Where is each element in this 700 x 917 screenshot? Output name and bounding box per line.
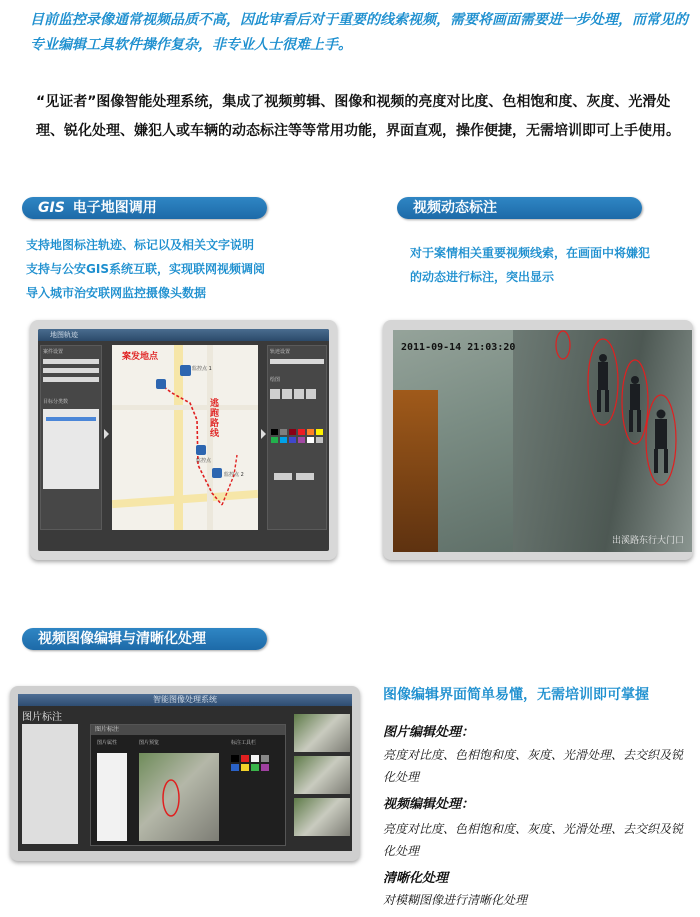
camera-icon[interactable] xyxy=(212,468,222,478)
color-swatch[interactable] xyxy=(261,764,269,771)
left-section-label-2: 目标分类数 xyxy=(43,399,69,405)
text-tool-icon[interactable] xyxy=(306,389,316,399)
editing-item-title: 清晰化处理 xyxy=(383,871,449,886)
color-swatch[interactable] xyxy=(251,755,259,762)
color-swatch[interactable] xyxy=(280,437,287,443)
image-preview[interactable] xyxy=(139,753,219,841)
camera-icon[interactable] xyxy=(180,365,191,376)
case-select[interactable] xyxy=(43,359,99,364)
point-label: 监控点 1 xyxy=(192,366,212,372)
gis-app-window xyxy=(38,329,329,551)
case-field[interactable] xyxy=(43,368,99,373)
left-section-label: 案件设置 xyxy=(43,349,64,355)
gis-window-title: 地图轨迹 xyxy=(38,329,329,341)
gis-title-prefix: GIS xyxy=(38,200,65,216)
editing-item-body: 亮度对比度、色相饱和度、灰度、光滑处理、去交织及锐化处理 xyxy=(383,822,684,858)
editing-panel-title: 图片标注 xyxy=(22,712,62,723)
video-location-text: 出溪路东行大门口 xyxy=(611,536,684,546)
properties-panel[interactable] xyxy=(97,753,127,841)
suspect-ellipse xyxy=(556,331,570,359)
editing-item-title: 视频编辑处理： xyxy=(383,797,475,812)
gis-feature-list xyxy=(26,233,356,305)
dialog-title: 图片标注 xyxy=(91,725,285,735)
video-mark-section-title: 视频动态标注 xyxy=(397,197,642,219)
editing-section-title: 视频图像编辑与清晰化处理 xyxy=(22,628,267,650)
color-swatch[interactable] xyxy=(271,437,278,443)
color-swatch[interactable] xyxy=(289,437,296,443)
video-timestamp: 2011-09-14 21:03:20 xyxy=(401,342,516,353)
editing-app-window xyxy=(18,694,352,851)
dialog-tab[interactable]: 图片属性 xyxy=(97,740,118,746)
color-swatch[interactable] xyxy=(231,764,239,771)
color-swatch[interactable] xyxy=(298,429,305,435)
video-frame xyxy=(393,330,692,552)
color-swatch[interactable] xyxy=(316,437,323,443)
video-mark-line: 的动态进行标注，突出显示 xyxy=(410,270,555,284)
thumbnail[interactable] xyxy=(294,714,350,752)
point-label: 监控点 xyxy=(196,458,212,464)
editing-file-tree[interactable] xyxy=(22,724,78,844)
gis-feature-item: 导入城市治安联网监控摄像头数据 xyxy=(26,286,207,300)
save-button[interactable] xyxy=(274,473,292,480)
pen-tool-icon[interactable] xyxy=(270,389,280,399)
gis-feature-item: 支持地图标注轨迹、标记以及相关文字说明 xyxy=(26,238,255,252)
collapse-left-icon[interactable] xyxy=(104,429,109,439)
gis-left-panel xyxy=(40,345,102,530)
right-section-label: 轨迹设置 xyxy=(270,349,291,355)
escape-route-line-2 xyxy=(222,455,237,505)
color-swatch[interactable] xyxy=(289,429,296,435)
dialog-tab[interactable]: 图片预览 xyxy=(139,740,160,746)
edit-color-palette xyxy=(231,755,269,771)
video-mark-line: 对于案情相关重要视频线索，在画面中将嫌犯 xyxy=(410,246,651,260)
suspect-marks xyxy=(393,330,692,552)
point-label: 监控点 2 xyxy=(224,472,244,478)
color-swatch[interactable] xyxy=(241,755,249,762)
thumbnail[interactable] xyxy=(294,756,350,794)
gis-section-title xyxy=(22,197,267,219)
action-buttons xyxy=(274,473,320,480)
clear-button[interactable] xyxy=(296,473,314,480)
thumbnail-strip xyxy=(294,714,350,846)
color-swatch[interactable] xyxy=(280,429,287,435)
description-text: “见证者”图像智能处理系统，集成了视频剪辑、图像和视频的亮度对比度、色相饱和度、灰度、光滑处理、锐化处理、嫌犯人或车辆的动态标注等等常用功能，界面直观，操作便捷，无需培训即可上手使用。 xyxy=(36,94,680,139)
preview-mark-overlay xyxy=(139,753,219,841)
color-swatch[interactable] xyxy=(307,429,314,435)
text-tool-icon[interactable] xyxy=(294,389,304,399)
video-mark-description xyxy=(410,241,690,289)
map-canvas[interactable] xyxy=(112,345,258,530)
line-tool-icon[interactable] xyxy=(282,389,292,399)
preview-ellipse xyxy=(163,780,179,816)
suspect-figures xyxy=(597,354,668,473)
gis-title-text: 电子地图调用 xyxy=(72,200,157,216)
draw-tools xyxy=(270,389,324,399)
color-palette xyxy=(271,429,323,443)
color-swatch[interactable] xyxy=(298,437,305,443)
case-field[interactable] xyxy=(43,377,99,382)
color-swatch[interactable] xyxy=(307,437,314,443)
thumbnail[interactable] xyxy=(294,798,350,836)
editing-item-body: 亮度对比度、色相饱和度、灰度、光滑处理、去交织及锐化处理 xyxy=(383,748,684,784)
color-swatch[interactable] xyxy=(231,755,239,762)
editing-item-title: 图片编辑处理： xyxy=(383,725,475,740)
right-section-label-2: 绘图 xyxy=(270,377,281,383)
collapse-right-icon[interactable] xyxy=(261,429,266,439)
color-swatch[interactable] xyxy=(261,755,269,762)
editing-dialog xyxy=(90,724,286,846)
editing-item-body: 对模糊图像进行清晰化处理 xyxy=(383,893,528,907)
gis-feature-item: 支持与公安GIS系统互联，实现联网视频调阅 xyxy=(26,262,265,276)
color-swatch[interactable] xyxy=(241,764,249,771)
color-swatch[interactable] xyxy=(251,764,259,771)
gis-screenshot xyxy=(30,320,337,560)
target-list[interactable] xyxy=(43,409,99,489)
route-label: 逃跑路线 xyxy=(210,399,220,439)
color-swatch[interactable] xyxy=(316,429,323,435)
list-item[interactable] xyxy=(46,417,96,421)
dialog-tab[interactable]: 标注工具栏 xyxy=(231,740,257,746)
case-location-label: 案发地点 xyxy=(122,352,159,362)
camera-icon[interactable] xyxy=(196,445,206,455)
intro-text: 目前监控录像通常视频品质不高，因此审看后对于重要的线索视频，需要将画面需要进一步处理，而常见的专业编辑工具软件操作复杂，非专业人士很难上手。 xyxy=(30,12,688,53)
gis-right-panel xyxy=(267,345,327,530)
editing-app-title: 智能图像处理系统 xyxy=(18,694,352,706)
camera-icon[interactable] xyxy=(156,379,166,389)
track-select[interactable] xyxy=(270,359,324,364)
video-screenshot xyxy=(383,320,693,560)
color-swatch[interactable] xyxy=(271,429,278,435)
editing-heading: 图像编辑界面简单易懂，无需培训即可掌握 xyxy=(383,687,649,703)
editing-screenshot xyxy=(10,686,360,861)
